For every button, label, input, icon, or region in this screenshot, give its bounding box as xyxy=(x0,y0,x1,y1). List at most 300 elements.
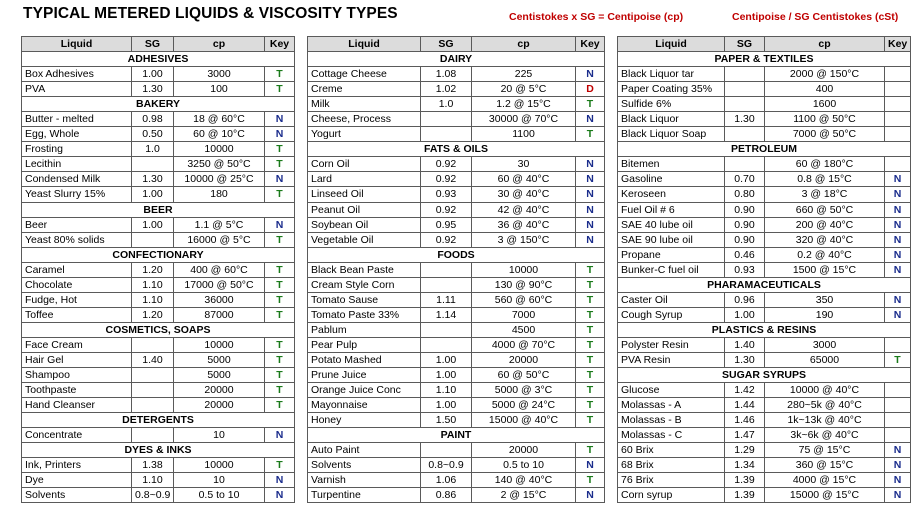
header-key: Key xyxy=(265,37,295,52)
table-row xyxy=(618,67,911,82)
sg-cell xyxy=(725,82,765,97)
section-title: PETROLEUM xyxy=(618,142,911,157)
table-row xyxy=(308,202,605,217)
section-row xyxy=(22,52,295,67)
liquid-cell: Toothpaste xyxy=(22,383,132,398)
cp-cell: 16000 @ 5°C xyxy=(174,232,265,247)
table-row xyxy=(618,202,911,217)
table-row xyxy=(22,488,295,503)
liquid-cell: Frosting xyxy=(22,142,132,157)
liquid-cell: Solvents xyxy=(308,458,421,473)
section-title: FATS & OILS xyxy=(308,142,605,157)
sg-cell xyxy=(421,277,472,292)
sg-cell: 0.86 xyxy=(421,488,472,503)
cp-cell: 10000 xyxy=(174,337,265,352)
table-row xyxy=(22,172,295,187)
table-row xyxy=(22,428,295,443)
cp-cell: 20000 xyxy=(472,443,576,458)
section-title: ADHESIVES xyxy=(22,52,295,67)
liquid-cell: Polyster Resin xyxy=(618,337,725,352)
key-cell: T xyxy=(576,337,605,352)
cp-cell: 65000 xyxy=(765,352,885,367)
cp-cell: 140 @ 40°C xyxy=(472,473,576,488)
sg-cell: 1.47 xyxy=(725,428,765,443)
table-row xyxy=(618,292,911,307)
liquid-cell: Lecithin xyxy=(22,157,132,172)
liquid-cell: Yogurt xyxy=(308,127,421,142)
key-cell xyxy=(885,97,911,112)
sg-cell: 1.14 xyxy=(421,307,472,322)
header-cp: cp xyxy=(765,37,885,52)
table-row xyxy=(618,398,911,413)
table-row xyxy=(618,157,911,172)
cp-cell: 3000 xyxy=(765,337,885,352)
sg-cell: 1.38 xyxy=(132,458,174,473)
sg-cell: 0.80 xyxy=(725,187,765,202)
key-cell: T xyxy=(265,157,295,172)
cp-cell: 5000 xyxy=(174,352,265,367)
sg-cell xyxy=(421,262,472,277)
sg-cell: 0.93 xyxy=(725,262,765,277)
table-row xyxy=(22,262,295,277)
key-cell: N xyxy=(885,443,911,458)
cp-cell: 4000 @ 15°C xyxy=(765,473,885,488)
header-liquid: Liquid xyxy=(22,37,132,52)
table-row xyxy=(308,292,605,307)
table-row xyxy=(308,322,605,337)
section-row xyxy=(308,52,605,67)
key-cell: N xyxy=(576,112,605,127)
sg-cell: 1.00 xyxy=(132,217,174,232)
liquid-cell: Yeast Slurry 15% xyxy=(22,187,132,202)
section-row xyxy=(618,322,911,337)
table-row xyxy=(618,187,911,202)
liquid-cell: Cream Style Corn xyxy=(308,277,421,292)
liquid-cell: Auto Paint xyxy=(308,443,421,458)
key-cell: T xyxy=(576,292,605,307)
key-cell: T xyxy=(265,458,295,473)
liquid-cell: Sulfide 6% xyxy=(618,97,725,112)
liquid-cell: Potato Mashed xyxy=(308,352,421,367)
liquid-cell: Shampoo xyxy=(22,368,132,383)
cp-cell: 0.5 to 10 xyxy=(472,458,576,473)
section-row xyxy=(308,247,605,262)
liquid-cell: Bitemen xyxy=(618,157,725,172)
key-cell: N xyxy=(885,488,911,503)
cp-cell: 2 @ 15°C xyxy=(472,488,576,503)
sg-cell: 0.92 xyxy=(421,157,472,172)
table-row xyxy=(308,187,605,202)
key-cell: N xyxy=(885,247,911,262)
table-row xyxy=(618,413,911,428)
key-cell: N xyxy=(576,232,605,247)
key-cell xyxy=(885,383,911,398)
sg-cell: 1.20 xyxy=(132,307,174,322)
table-row xyxy=(22,82,295,97)
table-row xyxy=(618,112,911,127)
key-cell: N xyxy=(576,458,605,473)
sg-cell xyxy=(421,127,472,142)
sg-cell: 0.90 xyxy=(725,232,765,247)
cp-cell: 36 @ 40°C xyxy=(472,217,576,232)
table-row xyxy=(308,232,605,247)
cp-cell: 17000 @ 50°C xyxy=(174,277,265,292)
section-title: DYES & INKS xyxy=(22,443,295,458)
section-title: PAPER & TEXTILES xyxy=(618,52,911,67)
sg-cell: 1.10 xyxy=(421,383,472,398)
section-title: BAKERY xyxy=(22,97,295,112)
sg-cell: 1.50 xyxy=(421,413,472,428)
key-cell: T xyxy=(576,262,605,277)
viscosity-table-3 xyxy=(617,36,911,503)
key-cell: N xyxy=(885,458,911,473)
liquid-cell: Fudge, Hot xyxy=(22,292,132,307)
header-key: Key xyxy=(576,37,605,52)
cp-cell: 1600 xyxy=(765,97,885,112)
cp-cell: 4500 xyxy=(472,322,576,337)
liquid-cell: Milk xyxy=(308,97,421,112)
cp-cell: 10 xyxy=(174,473,265,488)
cp-cell: 400 @ 60°C xyxy=(174,262,265,277)
viscosity-table-1 xyxy=(21,36,295,503)
table-row xyxy=(22,458,295,473)
table-row xyxy=(618,97,911,112)
section-title: DAIRY xyxy=(308,52,605,67)
key-cell: T xyxy=(265,292,295,307)
table-row xyxy=(22,473,295,488)
liquid-cell: Paper Coating 35% xyxy=(618,82,725,97)
cp-cell: 10000 xyxy=(174,458,265,473)
header-key: Key xyxy=(885,37,911,52)
sg-cell: 1.11 xyxy=(421,292,472,307)
cp-cell: 350 xyxy=(765,292,885,307)
table-row xyxy=(618,488,911,503)
page-title: TYPICAL METERED LIQUIDS & VISCOSITY TYPES xyxy=(23,5,398,22)
key-cell: T xyxy=(576,413,605,428)
sg-cell xyxy=(421,112,472,127)
cp-cell: 20000 xyxy=(174,398,265,413)
key-cell: N xyxy=(576,488,605,503)
table-row xyxy=(22,292,295,307)
key-cell: T xyxy=(265,82,295,97)
cp-cell: 1100 @ 50°C xyxy=(765,112,885,127)
sg-cell: 1.06 xyxy=(421,473,472,488)
key-cell: T xyxy=(265,337,295,352)
cp-cell: 0.2 @ 40°C xyxy=(765,247,885,262)
key-cell: T xyxy=(576,398,605,413)
header-sg: SG xyxy=(421,37,472,52)
sg-cell xyxy=(421,337,472,352)
cp-cell: 320 @ 40°C xyxy=(765,232,885,247)
sg-cell xyxy=(725,97,765,112)
table-row xyxy=(308,217,605,232)
key-cell: N xyxy=(576,217,605,232)
table-row xyxy=(308,97,605,112)
liquid-cell: SAE 40 lube oil xyxy=(618,217,725,232)
sg-cell xyxy=(421,443,472,458)
cp-cell: 280~5k @ 40°C xyxy=(765,398,885,413)
key-cell xyxy=(885,413,911,428)
liquid-cell: PVA xyxy=(22,82,132,97)
header-cp: cp xyxy=(472,37,576,52)
table-row xyxy=(308,413,605,428)
cp-cell: 10000 @ 25°C xyxy=(174,172,265,187)
table-row xyxy=(308,67,605,82)
table-row xyxy=(618,82,911,97)
cp-cell: 3000 xyxy=(174,67,265,82)
key-cell: N xyxy=(576,187,605,202)
cp-cell: 10 xyxy=(174,428,265,443)
section-row xyxy=(618,142,911,157)
sg-cell: 1.40 xyxy=(132,352,174,367)
sg-cell xyxy=(132,232,174,247)
cp-cell: 7000 xyxy=(472,307,576,322)
liquid-cell: Dye xyxy=(22,473,132,488)
cp-cell: 15000 @ 40°C xyxy=(472,413,576,428)
table-row xyxy=(22,307,295,322)
cp-cell: 1.1 @ 5°C xyxy=(174,217,265,232)
sg-cell xyxy=(132,428,174,443)
cp-cell: 30000 @ 70°C xyxy=(472,112,576,127)
cp-cell: 1.2 @ 15°C xyxy=(472,97,576,112)
header-sg: SG xyxy=(725,37,765,52)
liquid-cell: Vegetable Oil xyxy=(308,232,421,247)
table-row xyxy=(308,307,605,322)
key-cell: T xyxy=(576,443,605,458)
table-row xyxy=(22,157,295,172)
cp-cell: 20000 xyxy=(472,352,576,367)
sg-cell: 1.00 xyxy=(725,307,765,322)
table-row xyxy=(618,352,911,367)
section-row xyxy=(22,413,295,428)
section-title: FOODS xyxy=(308,247,605,262)
liquid-cell: Turpentine xyxy=(308,488,421,503)
key-cell: T xyxy=(265,277,295,292)
section-title: SUGAR SYRUPS xyxy=(618,368,911,383)
sg-cell xyxy=(725,127,765,142)
sg-cell: 0.95 xyxy=(421,217,472,232)
liquid-cell: Condensed Milk xyxy=(22,172,132,187)
cp-cell: 190 xyxy=(765,307,885,322)
key-cell xyxy=(885,428,911,443)
key-cell: N xyxy=(576,157,605,172)
liquid-cell: Cough Syrup xyxy=(618,307,725,322)
sg-cell: 1.30 xyxy=(132,172,174,187)
liquid-cell: Corn syrup xyxy=(618,488,725,503)
section-row xyxy=(22,97,295,112)
key-cell: N xyxy=(265,473,295,488)
liquid-cell: Honey xyxy=(308,413,421,428)
liquid-cell: Soybean Oil xyxy=(308,217,421,232)
sg-cell xyxy=(132,398,174,413)
section-row xyxy=(618,52,911,67)
liquid-cell: Varnish xyxy=(308,473,421,488)
table-row xyxy=(22,127,295,142)
table-row xyxy=(308,112,605,127)
cp-cell: 360 @ 15°C xyxy=(765,458,885,473)
key-cell: N xyxy=(576,202,605,217)
liquid-cell: Yeast 80% solids xyxy=(22,232,132,247)
cp-cell: 1k~13k @ 40°C xyxy=(765,413,885,428)
sg-cell xyxy=(132,383,174,398)
key-cell: N xyxy=(885,187,911,202)
key-cell xyxy=(885,157,911,172)
liquid-cell: Caramel xyxy=(22,262,132,277)
cp-cell: 3 @ 150°C xyxy=(472,232,576,247)
liquid-cell: Concentrate xyxy=(22,428,132,443)
key-cell: T xyxy=(265,187,295,202)
table-row xyxy=(308,368,605,383)
section-title: DETERGENTS xyxy=(22,413,295,428)
table-row xyxy=(22,217,295,232)
table-row xyxy=(618,247,911,262)
liquid-cell: Molassas - B xyxy=(618,413,725,428)
key-cell: N xyxy=(576,172,605,187)
table-row xyxy=(308,277,605,292)
liquid-cell: Gasoline xyxy=(618,172,725,187)
key-cell: N xyxy=(265,217,295,232)
liquid-cell: Creme xyxy=(308,82,421,97)
table-row xyxy=(308,127,605,142)
cp-cell: 20000 xyxy=(174,383,265,398)
sg-cell: 1.29 xyxy=(725,443,765,458)
key-cell xyxy=(885,112,911,127)
sg-cell: 1.10 xyxy=(132,277,174,292)
cp-cell: 3 @ 18°C xyxy=(765,187,885,202)
key-cell xyxy=(885,398,911,413)
cp-cell: 2000 @ 150°C xyxy=(765,67,885,82)
liquid-cell: Mayonnaise xyxy=(308,398,421,413)
liquid-cell: Peanut Oil xyxy=(308,202,421,217)
liquid-cell: Cottage Cheese xyxy=(308,67,421,82)
cp-cell: 560 @ 60°C xyxy=(472,292,576,307)
table-row xyxy=(308,352,605,367)
liquid-cell: Glucose xyxy=(618,383,725,398)
section-row xyxy=(618,368,911,383)
sg-cell: 1.42 xyxy=(725,383,765,398)
table-row xyxy=(308,262,605,277)
key-cell: T xyxy=(265,383,295,398)
table-row xyxy=(308,458,605,473)
liquid-cell: Cheese, Process xyxy=(308,112,421,127)
section-row xyxy=(618,277,911,292)
key-cell xyxy=(885,337,911,352)
table-row xyxy=(618,217,911,232)
liquid-cell: Lard xyxy=(308,172,421,187)
cp-cell: 20 @ 5°C xyxy=(472,82,576,97)
table-row xyxy=(22,142,295,157)
table-row xyxy=(308,398,605,413)
cp-cell: 3250 @ 50°C xyxy=(174,157,265,172)
table-row xyxy=(618,443,911,458)
liquid-cell: Tomato Paste 33% xyxy=(308,307,421,322)
liquid-cell: PVA Resin xyxy=(618,352,725,367)
liquid-cell: Hair Gel xyxy=(22,352,132,367)
key-cell: D xyxy=(576,82,605,97)
liquid-cell: Propane xyxy=(618,247,725,262)
table-row xyxy=(308,82,605,97)
key-cell: N xyxy=(885,217,911,232)
table-row xyxy=(618,127,911,142)
key-cell: N xyxy=(265,488,295,503)
cp-cell: 42 @ 40°C xyxy=(472,202,576,217)
sg-cell: 1.08 xyxy=(421,67,472,82)
sg-cell: 0.96 xyxy=(725,292,765,307)
section-title: PAINT xyxy=(308,428,605,443)
cp-cell: 87000 xyxy=(174,307,265,322)
cp-cell: 130 @ 90°C xyxy=(472,277,576,292)
table-row xyxy=(618,172,911,187)
formula-cp-to-cst: Centipoise / SG Centistokes (cSt) xyxy=(732,11,899,23)
sg-cell: 0.70 xyxy=(725,172,765,187)
cp-cell: 60 @ 50°C xyxy=(472,368,576,383)
cp-cell: 7000 @ 50°C xyxy=(765,127,885,142)
liquid-cell: Face Cream xyxy=(22,337,132,352)
table-row xyxy=(308,383,605,398)
sg-cell: 0.92 xyxy=(421,202,472,217)
sg-cell: 1.39 xyxy=(725,488,765,503)
liquid-cell: Toffee xyxy=(22,307,132,322)
sg-cell: 1.30 xyxy=(132,82,174,97)
table-row xyxy=(22,112,295,127)
table-row xyxy=(308,172,605,187)
section-row xyxy=(308,428,605,443)
cp-cell: 75 @ 15°C xyxy=(765,443,885,458)
table-row xyxy=(618,458,911,473)
table-row xyxy=(22,352,295,367)
cp-cell: 660 @ 50°C xyxy=(765,202,885,217)
cp-cell: 10000 @ 40°C xyxy=(765,383,885,398)
liquid-cell: Keroseen xyxy=(618,187,725,202)
formula-cst-to-cp: Centistokes x SG = Centipoise (cp) xyxy=(509,11,684,23)
cp-cell: 30 @ 40°C xyxy=(472,187,576,202)
table-row xyxy=(22,232,295,247)
sg-cell: 0.93 xyxy=(421,187,472,202)
sg-cell: 0.90 xyxy=(725,202,765,217)
section-title: PLASTICS & RESINS xyxy=(618,322,911,337)
key-cell xyxy=(885,82,911,97)
liquid-cell: Black Liquor tar xyxy=(618,67,725,82)
section-title: BEER xyxy=(22,202,295,217)
key-cell: T xyxy=(576,97,605,112)
sg-cell: 1.0 xyxy=(132,142,174,157)
liquid-cell: Pear Pulp xyxy=(308,337,421,352)
key-cell: T xyxy=(576,383,605,398)
header-cp: cp xyxy=(174,37,265,52)
sg-cell xyxy=(132,157,174,172)
section-row xyxy=(308,142,605,157)
table-row xyxy=(22,337,295,352)
sg-cell: 1.40 xyxy=(725,337,765,352)
table-row xyxy=(22,368,295,383)
section-row xyxy=(22,202,295,217)
sg-cell: 0.92 xyxy=(421,232,472,247)
sg-cell: 1.02 xyxy=(421,82,472,97)
cp-cell: 0.8 @ 15°C xyxy=(765,172,885,187)
liquid-cell: Molassas - C xyxy=(618,428,725,443)
sg-cell: 0.90 xyxy=(725,217,765,232)
cp-cell: 10000 xyxy=(174,142,265,157)
liquid-cell: Hand Cleanser xyxy=(22,398,132,413)
cp-cell: 5000 xyxy=(174,368,265,383)
table-row xyxy=(22,277,295,292)
liquid-cell: Bunker-C fuel oil xyxy=(618,262,725,277)
sg-cell: 1.00 xyxy=(132,187,174,202)
liquid-cell: Pablum xyxy=(308,322,421,337)
cp-cell: 15000 @ 15°C xyxy=(765,488,885,503)
sg-cell xyxy=(725,157,765,172)
liquid-cell: SAE 90 lube oil xyxy=(618,232,725,247)
